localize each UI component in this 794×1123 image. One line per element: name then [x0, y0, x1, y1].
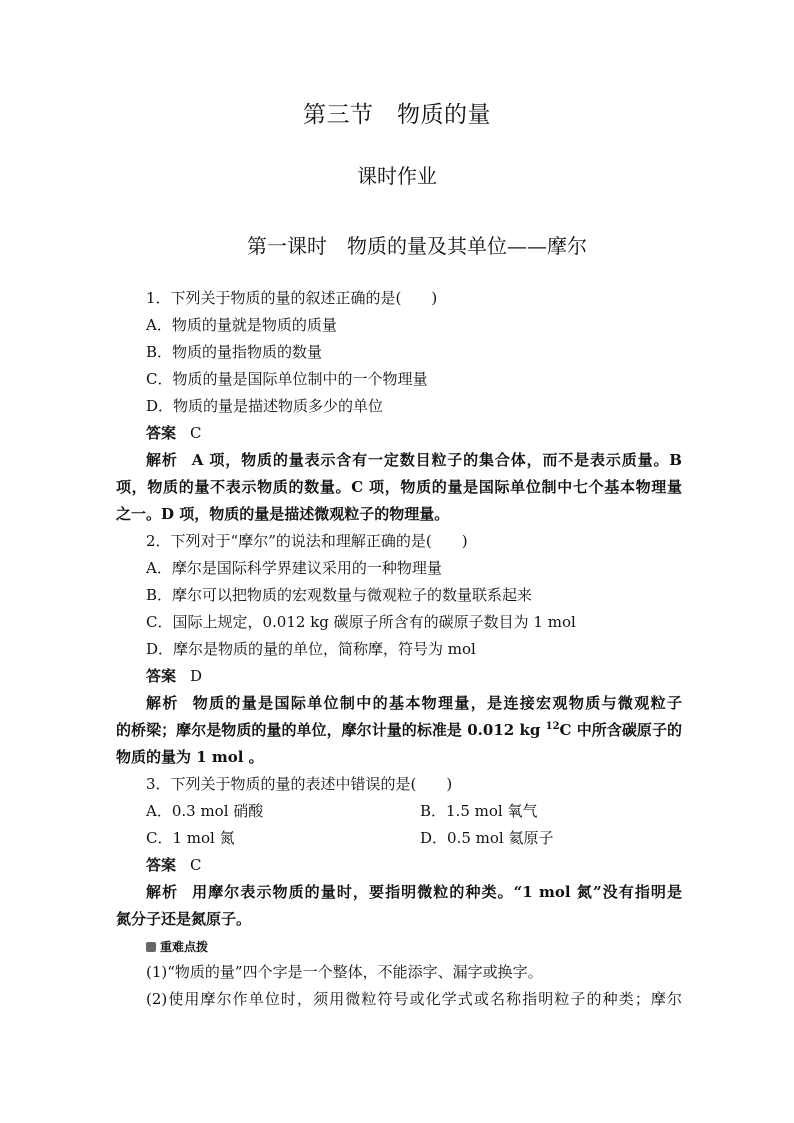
q2-option-c: C．国际上规定，0.012 kg 碳原子所含有的碳原子数目为 1 mol [146, 613, 576, 631]
q3-analysis-line-1: 解析 用摩尔表示物质的量时，要指明微粒的种类。“1 mol 氮”没有指明是 [146, 883, 682, 901]
q3-options-row-2 [146, 828, 682, 848]
tip-paragraph-1: (1)“物质的量”四个字是一个整体，不能添字、漏字或换字。 [146, 963, 543, 981]
q1-stem: 1．下列关于物质的量的叙述正确的是( ) [146, 289, 438, 307]
q1-option-a: A．物质的量就是物质的质量 [146, 316, 337, 334]
answer-label: 答案 [146, 856, 177, 874]
tip-paragraph-2: (2)使用摩尔作单位时，须用微粒符号或化学式或名称指明粒子的种类；摩尔 [146, 990, 682, 1008]
q1-analysis-line-3: 之一。D 项，物质的量是描述微观粒子的物理量。 [116, 505, 450, 523]
q1-answer [146, 423, 202, 443]
homework-subtitle: 课时作业 [357, 164, 437, 188]
q2-stem: 2．下列对于“摩尔”的说法和理解正确的是( ) [146, 532, 468, 550]
q2-analysis-line-2: 的桥梁；摩尔是物质的量的单位，摩尔计量的标准是 0.012 kg $^{12}$C 中所含碳原子的 [116, 721, 682, 739]
analysis-label: 解析 [146, 694, 179, 712]
tip-heading: 重难点拨 [146, 937, 208, 957]
q3-analysis-line-2: 氮分子还是氮原子。 [116, 910, 252, 928]
q2-option-a: A．摩尔是国际科学界建议采用的一种物理量 [146, 559, 442, 577]
tip-icon [146, 942, 156, 952]
analysis-label: 解析 [146, 883, 179, 901]
q1-option-b: B．物质的量指物质的数量 [146, 343, 323, 361]
section-title: 第三节 物质的量 [303, 102, 491, 128]
q3-option-c: C．1 mol 氮 [146, 829, 235, 847]
q3-option-a: A．0.3 mol 硝酸 [146, 802, 264, 820]
q3-option-b: B．1.5 mol 氧气 [420, 802, 538, 820]
answer-value: C [190, 856, 202, 874]
q1-analysis-line-2: 项，物质的量不表示物质的数量。C 项，物质的量是国际单位制中七个基本物理量 [116, 478, 682, 496]
q2-analysis-line-3: 物质的量为 1 mol 。 [116, 748, 264, 766]
q2-analysis-line-1: 解析 物质的量是国际单位制中的基本物理量，是连接宏观物质与微观粒子 [146, 694, 682, 712]
answer-value: C [190, 424, 202, 442]
q1-option-c: C．物质的量是国际单位制中的一个物理量 [146, 370, 428, 388]
q3-options-row-1 [146, 801, 682, 821]
answer-label: 答案 [146, 667, 177, 685]
answer-value: D [190, 667, 203, 685]
q1-option-d: D．物质的量是描述物质多少的单位 [146, 397, 384, 415]
lesson-title: 第一课时 物质的量及其单位——摩尔 [247, 234, 587, 258]
q3-answer [146, 855, 202, 875]
q2-option-d: D．摩尔是物质的量的单位，简称摩，符号为 mol [146, 640, 476, 658]
analysis-label: 解析 [146, 451, 178, 469]
q3-option-d: D．0.5 mol 氦原子 [420, 829, 554, 847]
answer-label: 答案 [146, 424, 177, 442]
q1-analysis-line-1: 解析 A 项，物质的量表示含有一定数目粒子的集合体，而不是表示质量。B [146, 451, 682, 469]
q2-option-b: B．摩尔可以把物质的宏观数量与微观粒子的数量联系起来 [146, 586, 533, 604]
q3-stem: 3．下列关于物质的量的表述中错误的是( ) [146, 775, 453, 793]
q2-answer [146, 666, 202, 686]
